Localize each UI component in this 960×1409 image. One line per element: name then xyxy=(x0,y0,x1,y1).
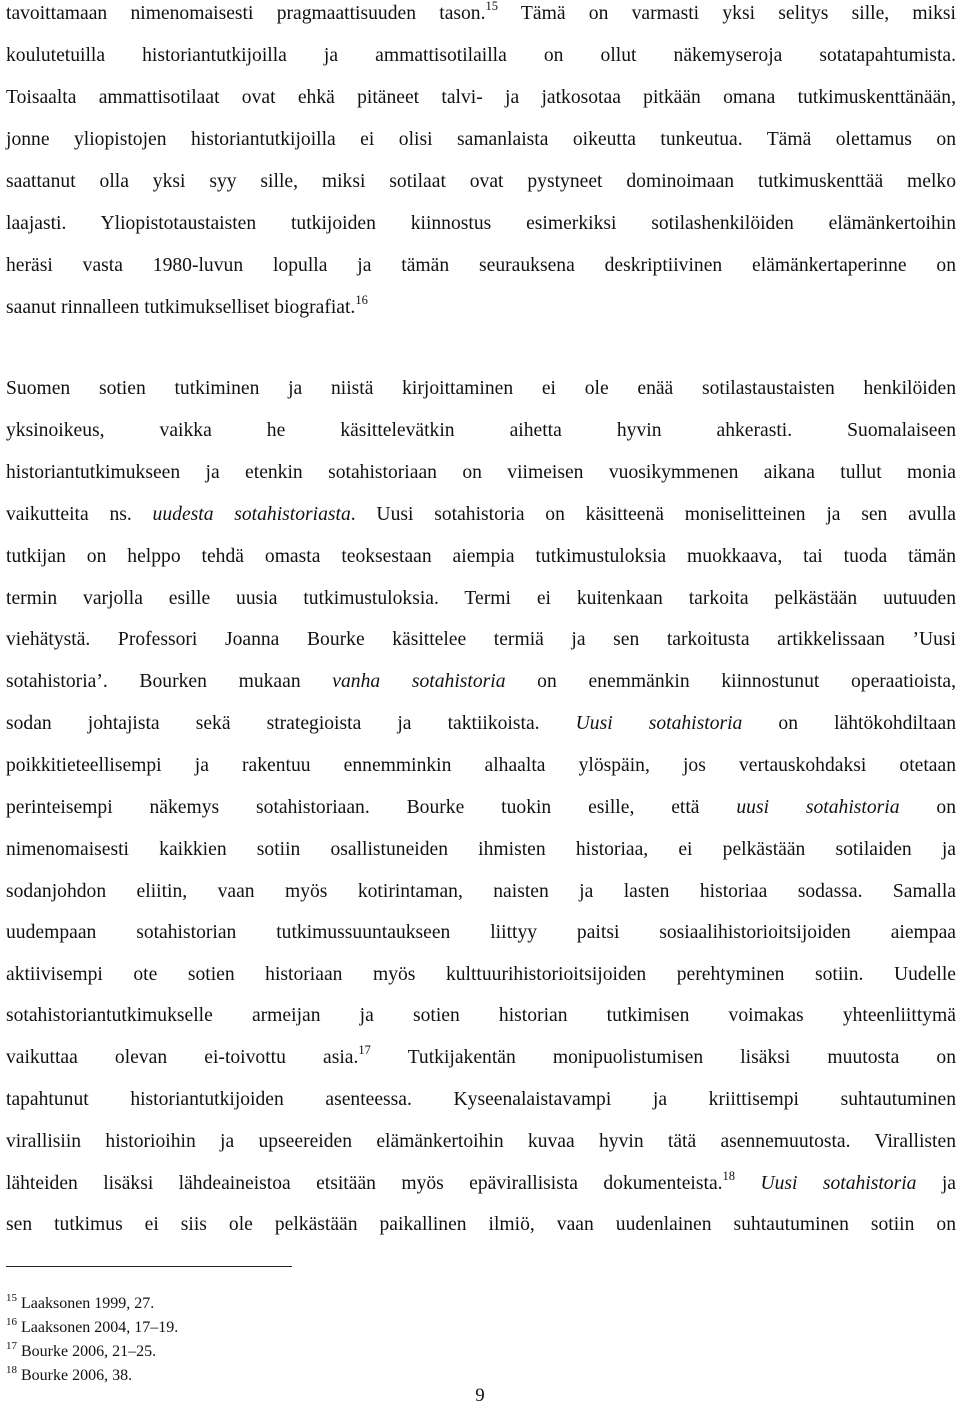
text-line: viehätystä. Professori Joanna Bourke käsittelee termiä ja sen tarkoitusta artikkelissaan ’Uusi xyxy=(6,629,956,650)
text-line: heräsi vasta 1980-luvun lopulla ja tämän seurauksena deskriptiivinen elämänkertaperinne on xyxy=(6,255,956,276)
text-line: lähteiden lisäksi lähdeaineistoa etsitään myös epävirallisista dokumenteista.$^{18}$ Uusi sotahistoria ja xyxy=(6,1169,957,1194)
text-line: virallisiin historioihin ja upseereiden elämänkertoihin kuvaa hyvin tätä asennemuutosta. Virallisten xyxy=(6,1131,956,1152)
text-line: Suomen sotien tutkiminen ja niistä kirjoittaminen ei ole enää sotilastaustaisten henkilöiden xyxy=(6,378,956,399)
text-line: sodanjohdon eliitin, vaan myös kotirintaman, naisten ja lasten historiaa sodassa. Samalla xyxy=(6,881,956,902)
footnote-ref: 15 xyxy=(485,0,499,13)
text-line: tutkijan on helppo tehdä omasta teoksestaan aiempia tutkimustuloksia muokkaava, tai tuoda tämän xyxy=(6,546,956,567)
text-line: sotahistoria’. Bourken mukaan vanha sotahistoria on enemmänkin kiinnostunut operaatioista, xyxy=(6,671,956,692)
text-line: koulutetuilla historiantutkijoilla ja ammattisotilailla on ollut näkemyseroja sotatapahtumista. xyxy=(6,45,956,66)
footnote-ref: 16 xyxy=(355,293,368,307)
footnote-ref: 17 xyxy=(358,1043,371,1057)
page-number: 9 xyxy=(475,1385,485,1406)
footnote: $^{18}$ Bourke 2006, 38. xyxy=(6,1364,133,1384)
text-line: termin varjolla esille uusia tutkimustuloksia. Termi ei kuitenkaan tarkoita pelkästään uutuuden xyxy=(6,588,956,609)
footnote-ref: 18 xyxy=(722,1169,736,1183)
text-line: poikkitieteellisempi ja rakentuu ennemminkin alhaalta ylöspäin, jos vertauskohdaksi otetaan xyxy=(6,755,956,776)
footnote: $^{16}$ Laaksonen 2004, 17–19. xyxy=(6,1316,179,1336)
text-line: laajasti. Yliopistotaustaisten tutkijoiden kiinnostus esimerkiksi sotilashenkilöiden elämänkertoihin xyxy=(6,213,956,234)
text-line: sodan johtajista sekä strategioista ja taktiikoista. Uusi sotahistoria on lähtökohdiltaan xyxy=(6,713,956,734)
text-line: perinteisempi näkemys sotahistoriaan. Bourke tuokin esille, että uusi sotahistoria on xyxy=(6,797,956,818)
text-line: sen tutkimus ei siis ole pelkästään paikallinen ilmiö, vaan uudenlainen suhtautuminen sotiin on xyxy=(6,1214,956,1235)
footnote-number: 18 xyxy=(6,1364,17,1376)
text-line: historiantutkimukseen ja etenkin sotahistoriaan on viimeisen vuosikymmenen aikana tullut monia xyxy=(6,462,956,483)
text-line: saattanut olla yksi syy sille, miksi sotilaat ovat pystyneet dominoimaan tutkimuskenttää melko xyxy=(6,171,956,192)
footnote-separator xyxy=(6,1266,292,1267)
footnote: $^{17}$ Bourke 2006, 21–25. xyxy=(6,1340,157,1360)
text-line: vaikutteita ns. uudesta sotahistoriasta. Uusi sotahistoria on käsitteenä moniselitteinen ja sen avulla xyxy=(6,504,956,525)
text-line: yksinoikeus, vaikka he käsittelevätkin aihetta hyvin ahkerasti. Suomalaiseen xyxy=(6,420,956,441)
text-line: tavoittamaan nimenomaisesti pragmaattisuuden tason.$^{15}$ Tämä on varmasti yksi selitys sille, miksi xyxy=(6,0,956,24)
text-line: jonne yliopistojen historiantutkijoilla ei olisi samanlaista oikeutta tunkeutua. Tämä olettamus on xyxy=(6,129,956,150)
text-line: saanut rinnalleen tutkimukselliset biografiat.$^{16}$ xyxy=(6,293,368,318)
footnote: $^{15}$ Laaksonen 1999, 27. xyxy=(6,1292,155,1312)
footnote-number: 16 xyxy=(6,1316,17,1328)
text-line: vaikuttaa olevan ei-toivottu asia.$^{17}$ Tutkijakentän monipuolistumisen lisäksi muutosta on xyxy=(6,1043,956,1068)
footnote-number: 17 xyxy=(6,1340,17,1352)
footnote-number: 15 xyxy=(6,1292,17,1304)
text-line: nimenomaisesti kaikkien sotiin osallistuneiden ihmisten historiaa, ei pelkästään sotilaiden ja xyxy=(6,839,956,860)
text-line: aktiivisempi ote sotien historiaan myös kulttuurihistorioitsijoiden perehtyminen sotiin. Uudelle xyxy=(6,964,956,985)
text-line: tapahtunut historiantutkijoiden asenteessa. Kyseenalaistavampi ja kriittisempi suhtautuminen xyxy=(6,1089,956,1110)
text-line: Toisaalta ammattisotilaat ovat ehkä pitäneet talvi- ja jatkosotaa pitkään omana tutkimuskenttänään, xyxy=(6,87,956,108)
text-line: sotahistoriantutkimukselle armeijan ja sotien historian tutkimisen voimakas yhteenliittymä xyxy=(6,1005,956,1026)
text-line: uudempaan sotahistorian tutkimussuuntaukseen liittyy paitsi sosiaalihistorioitsijoiden aiempaa xyxy=(6,922,956,943)
